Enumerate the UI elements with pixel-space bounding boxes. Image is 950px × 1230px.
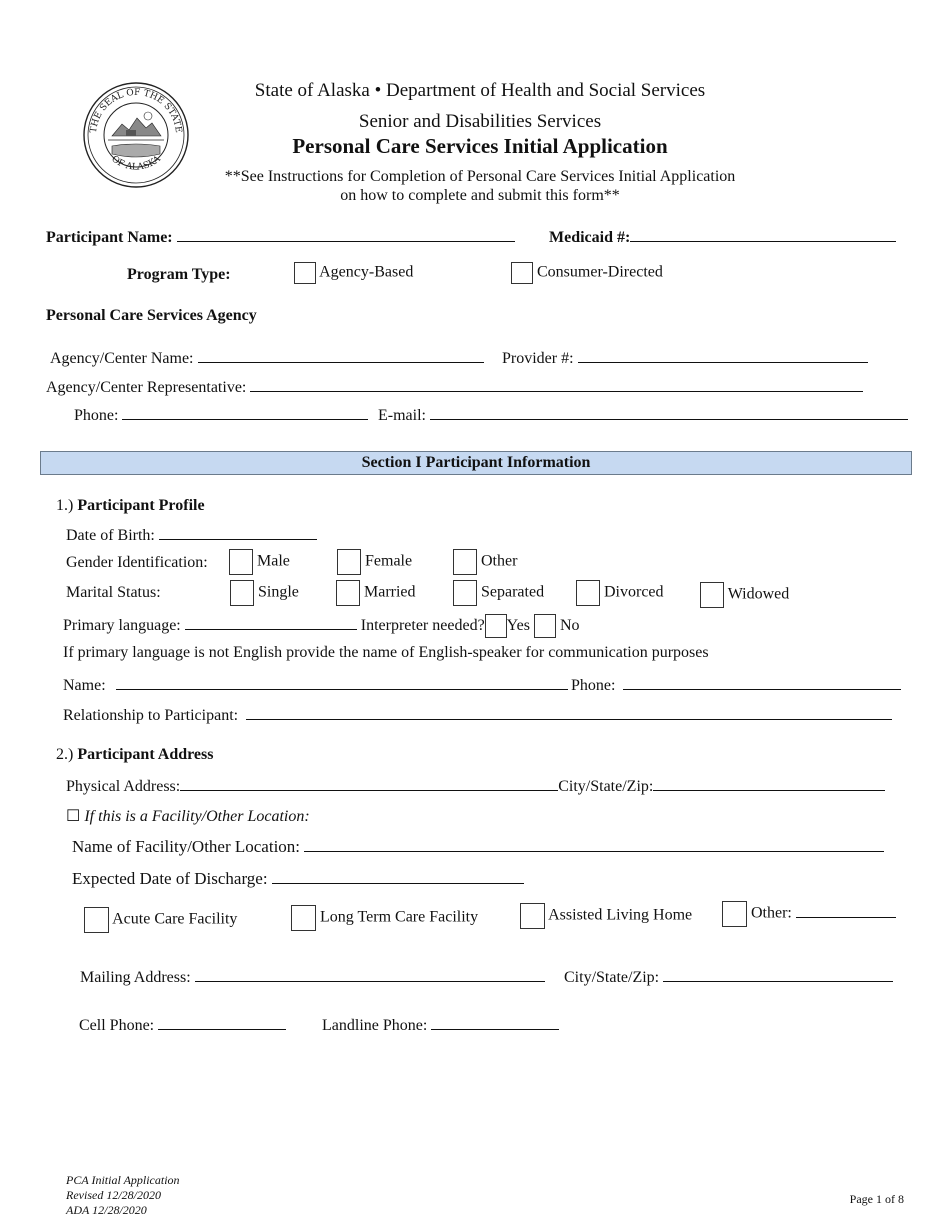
cell-phone-label: Cell Phone:: [79, 1017, 155, 1034]
instructions-line-1: **See Instructions for Completion of Personal Care Services Initial Application: [224, 168, 736, 185]
page-number: Page 1 of 8: [849, 1192, 904, 1206]
representative-field[interactable]: [250, 376, 863, 392]
marital-separated-label: Separated: [481, 583, 545, 601]
cell-phone-field[interactable]: [158, 1014, 286, 1030]
acute-care-checkbox[interactable]: [84, 907, 109, 933]
gender-female-label: Female: [365, 552, 413, 570]
consumer-directed-label: Consumer-Directed: [537, 263, 663, 281]
facility-other-option: [722, 901, 896, 927]
consumer-directed-checkbox[interactable]: [511, 262, 533, 284]
relationship-field[interactable]: [246, 704, 892, 720]
mailing-city-row: [564, 966, 893, 987]
discharge-row: [72, 868, 524, 889]
svg-text:OF ALASKA: OF ALASKA: [109, 154, 163, 173]
program-consumer-option: [511, 262, 663, 284]
state-seal-logo: [82, 80, 190, 190]
address-heading-text: Participant Address: [77, 746, 214, 763]
language-row: [63, 614, 580, 638]
division-name: Senior and Disabilities Services: [358, 111, 602, 132]
facility-name-field[interactable]: [304, 836, 884, 852]
program-type-label: Program Type:: [127, 266, 231, 283]
marital-divorced-option: [576, 580, 664, 606]
mailing-city-label: City/State/Zip:: [564, 969, 660, 986]
marital-married-option: [336, 580, 416, 606]
marital-married-label: Married: [364, 583, 416, 601]
discharge-field[interactable]: [272, 868, 524, 884]
interpreter-yes-checkbox[interactable]: [485, 614, 507, 638]
agency-email-label: E-mail:: [378, 407, 426, 424]
footer-form-info: [66, 1173, 180, 1218]
mailing-address-label: Mailing Address:: [80, 969, 191, 986]
facility-other-label: Other:: [751, 904, 792, 922]
facility-checkbox[interactable]: ☐: [66, 808, 81, 825]
marital-divorced-label: Divorced: [604, 583, 664, 601]
svg-text:THE SEAL OF THE STATE: THE SEAL OF THE STATE: [88, 87, 184, 134]
gender-other-label: Other: [481, 552, 518, 570]
state-department-line: State of Alaska • Department of Health and Social Services: [254, 80, 706, 101]
gender-other-checkbox[interactable]: [453, 549, 477, 575]
agency-email-row: [378, 404, 908, 425]
dob-row: [66, 524, 317, 545]
physical-city-label: City/State/Zip:: [558, 778, 654, 795]
representative-row: [46, 376, 863, 397]
address-number: 2.): [56, 746, 74, 763]
language-label: Primary language:: [63, 617, 181, 634]
gender-male-label: Male: [257, 552, 290, 570]
relationship-row: [63, 704, 892, 725]
footer-revised: Revised 12/28/2020: [66, 1188, 161, 1202]
participant-address-heading: [56, 746, 213, 764]
gender-male-checkbox[interactable]: [229, 549, 253, 575]
contact-name-row: [63, 674, 568, 695]
physical-address-label: Physical Address:: [66, 778, 181, 795]
footer-form-name: PCA Initial Application: [66, 1173, 180, 1187]
participant-name-label: Participant Name:: [46, 229, 173, 246]
facility-name-row: [72, 836, 884, 857]
contact-phone-label: Phone:: [571, 677, 616, 694]
contact-name-field[interactable]: [116, 674, 568, 690]
profile-heading-text: Participant Profile: [77, 497, 205, 514]
agency-based-label: Agency-Based: [319, 263, 414, 281]
marital-single-label: Single: [258, 583, 299, 601]
provider-label: Provider #:: [502, 350, 574, 367]
participant-profile-heading: [56, 497, 205, 515]
facility-other-checkbox[interactable]: [722, 901, 747, 927]
interpreter-yes-label: Yes: [506, 617, 530, 634]
profile-number: 1.): [56, 497, 74, 514]
gender-female-option: [337, 549, 412, 575]
medicaid-label: Medicaid #:: [549, 229, 631, 246]
facility-prompt-text: If this is a Facility/Other Location:: [84, 808, 310, 825]
marital-widowed-option: [700, 582, 789, 608]
marital-divorced-checkbox[interactable]: [576, 580, 600, 606]
physical-address-row: [66, 775, 885, 796]
program-agency-option: [294, 262, 413, 284]
facility-other-field[interactable]: [796, 902, 896, 918]
marital-separated-option: [453, 580, 544, 606]
medicaid-field[interactable]: [630, 226, 896, 242]
contact-name-label: Name:: [63, 677, 106, 694]
gender-female-checkbox[interactable]: [337, 549, 361, 575]
facility-longterm-option: [291, 905, 478, 931]
provider-field[interactable]: [578, 347, 868, 363]
medicaid-row: [549, 226, 896, 247]
landline-phone-row: [322, 1014, 559, 1035]
section-1-header: Section I Participant Information: [40, 451, 912, 475]
marital-single-option: [230, 580, 299, 606]
dob-label: Date of Birth:: [66, 527, 155, 544]
physical-city-field[interactable]: [653, 775, 885, 791]
footer-ada: ADA 12/28/2020: [66, 1203, 147, 1217]
marital-single-checkbox[interactable]: [230, 580, 254, 606]
agency-heading: Personal Care Services Agency: [46, 307, 257, 324]
gender-other-option: [453, 549, 517, 575]
marital-separated-checkbox[interactable]: [453, 580, 477, 606]
gender-male-option: [229, 549, 290, 575]
discharge-label: Expected Date of Discharge:: [72, 869, 268, 888]
facility-prompt-row: [66, 806, 310, 826]
agency-phone-field[interactable]: [122, 404, 368, 420]
marital-widowed-label: Widowed: [727, 585, 790, 603]
marital-married-checkbox[interactable]: [336, 580, 360, 606]
assisted-living-checkbox[interactable]: [520, 903, 545, 929]
acute-care-label: Acute Care Facility: [112, 910, 238, 928]
representative-label: Agency/Center Representative:: [46, 379, 247, 396]
mailing-address-field[interactable]: [195, 966, 545, 982]
gender-label: Gender Identification:: [66, 554, 208, 571]
contact-phone-field[interactable]: [623, 674, 901, 690]
facility-name-label: Name of Facility/Other Location:: [72, 837, 301, 856]
facility-assisted-option: [520, 903, 692, 929]
participant-name-row: [46, 226, 515, 247]
mailing-city-field[interactable]: [663, 966, 893, 982]
agency-name-label: Agency/Center Name:: [50, 350, 194, 367]
assisted-living-label: Assisted Living Home: [548, 906, 693, 924]
agency-email-field[interactable]: [430, 404, 908, 420]
physical-address-field[interactable]: [180, 775, 558, 791]
dob-field[interactable]: [159, 524, 317, 540]
english-speaker-note: If primary language is not English provide the name of English-speaker for communication purposes: [63, 644, 709, 661]
relationship-label: Relationship to Participant:: [63, 707, 239, 724]
long-term-care-label: Long Term Care Facility: [320, 908, 479, 926]
agency-name-row: [50, 347, 484, 368]
marital-widowed-checkbox[interactable]: [700, 582, 724, 608]
landline-phone-field[interactable]: [431, 1014, 559, 1030]
interpreter-no-checkbox[interactable]: [534, 614, 556, 638]
participant-name-field[interactable]: [177, 226, 515, 242]
long-term-care-checkbox[interactable]: [291, 905, 316, 931]
provider-row: [502, 347, 868, 368]
marital-label: Marital Status:: [66, 584, 161, 601]
landline-phone-label: Landline Phone:: [322, 1017, 428, 1034]
form-title: Personal Care Services Initial Application: [292, 134, 668, 158]
cell-phone-row: [79, 1014, 286, 1035]
interpreter-label: Interpreter needed?: [360, 617, 485, 634]
agency-name-field[interactable]: [198, 347, 484, 363]
mailing-address-row: [80, 966, 545, 987]
agency-based-checkbox[interactable]: [294, 262, 316, 284]
facility-acute-option: [84, 907, 237, 933]
agency-phone-row: [74, 404, 368, 425]
language-field[interactable]: [185, 614, 357, 630]
contact-phone-row: [571, 674, 901, 695]
agency-phone-label: Phone:: [74, 407, 119, 424]
instructions-line-2: on how to complete and submit this form**: [340, 187, 620, 204]
interpreter-no-label: No: [559, 617, 580, 634]
